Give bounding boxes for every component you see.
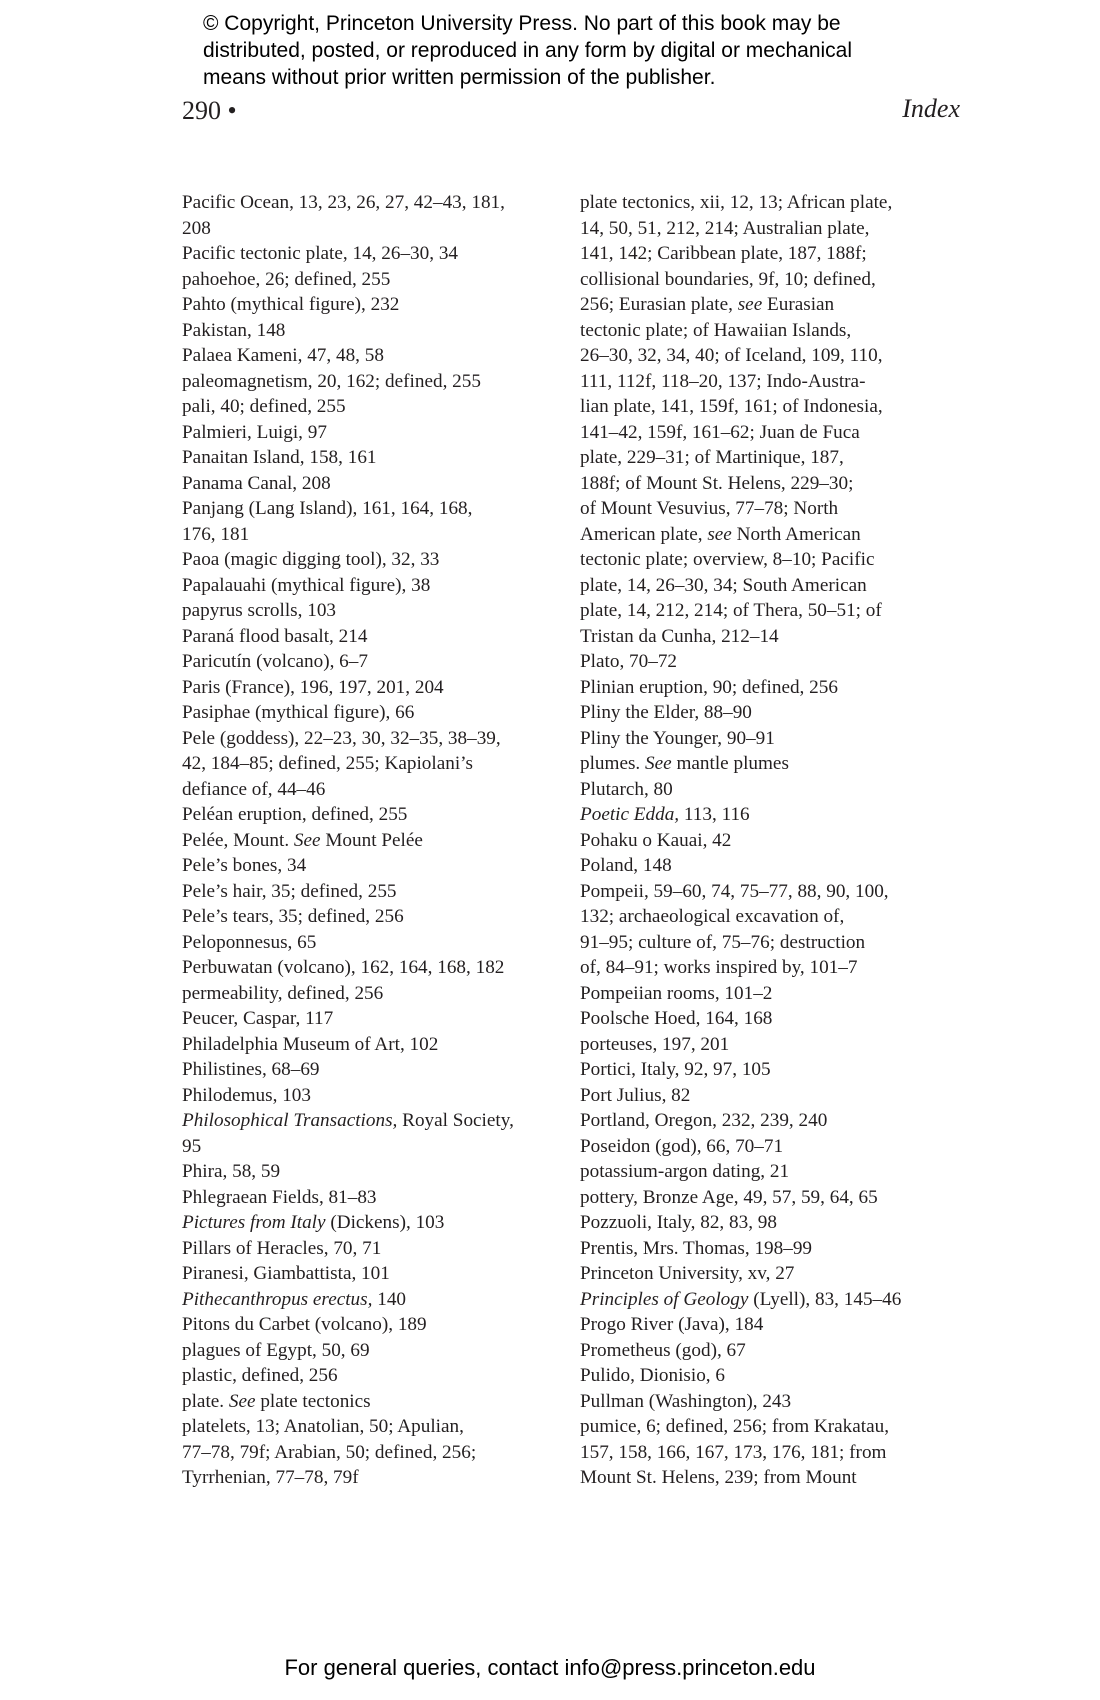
index-entry-line: Princeton University, xv, 27 — [580, 1263, 795, 1284]
index-entry-line: Pozzuoli, Italy, 82, 83, 98 — [580, 1212, 777, 1233]
index-entry-continuation: plate, 229–31; of Martinique, 187, — [580, 447, 844, 468]
index-entry-line: plagues of Egypt, 50, 69 — [182, 1339, 370, 1361]
index-entry-continuation: Tyrrhenian, 77–78, 79f — [182, 1467, 359, 1488]
index-entry — [182, 1210, 554, 1236]
index-entry — [182, 802, 554, 828]
index-entry-line: pahoehoe, 26; defined, 255 — [182, 268, 391, 290]
index-entry — [182, 675, 554, 701]
index-entry-line: pumice, 6; defined, 256; from Krakatau, — [580, 1416, 890, 1437]
index-entry — [182, 267, 554, 293]
index-entry-line: Plutarch, 80 — [580, 778, 673, 800]
index-entry-continuation: collisional boundaries, 9f, 10; defined, — [580, 268, 876, 290]
index-entry-continuation: of Mount Vesuvius, 77–78; North — [580, 498, 839, 519]
index-entry-line: potassium-argon dating, 21 — [580, 1161, 790, 1182]
index-entry-continuation: of, 84–91; works inspired by, 101–7 — [580, 957, 858, 978]
index-entry — [182, 1057, 554, 1083]
index-entry — [580, 1236, 958, 1262]
index-entry — [580, 1338, 958, 1364]
index-entry — [580, 802, 958, 828]
index-entry-line: porteuses, 197, 201 — [580, 1033, 730, 1055]
index-entry — [182, 292, 554, 318]
index-entry-continuation: 176, 181 — [182, 523, 250, 545]
index-entry — [182, 573, 554, 599]
index-entry-line: Pacific Ocean, 13, 23, 26, 27, 42–43, 181, — [182, 192, 505, 213]
index-entry — [580, 777, 958, 803]
index-entry-continuation: 14, 50, 51, 212, 214; Australian plate, — [580, 217, 870, 239]
index-entry — [182, 318, 554, 344]
index-entry — [580, 879, 958, 981]
index-entry-line: Peucer, Caspar, 117 — [182, 1008, 334, 1029]
index-entry-continuation: 42, 184–85; defined, 255; Kapiolani’s — [182, 753, 473, 774]
index-entry-line: platelets, 13; Anatolian, 50; Apulian, — [182, 1416, 464, 1437]
index-entry-continuation: 157, 158, 166, 167, 173, 176, 181; from — [580, 1441, 887, 1463]
index-entry-line: pali, 40; defined, 255 — [182, 396, 346, 417]
index-entry-line: Pictures from Italy (Dickens), 103 — [182, 1212, 445, 1233]
index-entry — [182, 1287, 554, 1313]
index-entry-line: Pithecanthropus erectus, 140 — [182, 1288, 406, 1310]
index-entry-line: pottery, Bronze Age, 49, 57, 59, 64, 65 — [580, 1186, 878, 1208]
index-entry-continuation: tectonic plate; of Hawaiian Islands, — [580, 319, 852, 341]
index-entry — [580, 1083, 958, 1109]
index-entry-line: Principles of Geology (Lyell), 83, 145–46 — [580, 1288, 902, 1310]
index-entry-line: Portici, Italy, 92, 97, 105 — [580, 1059, 771, 1080]
index-entry — [182, 624, 554, 650]
index-entry — [182, 420, 554, 446]
index-entry-continuation: plate, 14, 26–30, 34; South American — [580, 574, 867, 596]
index-entry-line: Panaitan Island, 158, 161 — [182, 447, 377, 468]
running-head: Index — [902, 94, 960, 123]
index-entry-line: Prometheus (god), 67 — [580, 1339, 746, 1361]
index-entry — [182, 394, 554, 420]
index-entry — [182, 726, 554, 803]
index-entry — [580, 726, 958, 752]
index-entry — [580, 828, 958, 854]
index-entry — [182, 547, 554, 573]
index-entry — [580, 1312, 958, 1338]
index-entry — [182, 190, 554, 241]
index-entry-line: Paris (France), 196, 197, 201, 204 — [182, 676, 444, 698]
index-entry — [182, 1338, 554, 1364]
index-entry — [580, 751, 958, 777]
index-entry-line: Pele (goddess), 22–23, 30, 32–35, 38–39, — [182, 727, 501, 749]
index-entry — [182, 496, 554, 547]
index-entry — [182, 981, 554, 1007]
index-entry-line: Poseidon (god), 66, 70–71 — [580, 1135, 784, 1157]
index-entry — [182, 700, 554, 726]
index-entry-line: Peloponnesus, 65 — [182, 931, 317, 953]
index-entry — [182, 1006, 554, 1032]
index-entry-line: Pasiphae (mythical figure), 66 — [182, 702, 415, 723]
index-entry — [580, 853, 958, 879]
index-entry-continuation: Mount St. Helens, 239; from Mount — [580, 1467, 857, 1488]
index-column-right — [580, 190, 958, 1491]
contact-footer: For general queries, contact info@press.princeton.edu — [284, 1655, 816, 1680]
copyright-notice — [203, 10, 1023, 91]
index-entry — [580, 1108, 958, 1134]
index-entry — [580, 1006, 958, 1032]
index-entry — [182, 1083, 554, 1109]
index-entry-continuation: American plate, see North American — [580, 523, 861, 545]
copyright-line: © Copyright, Princeton University Press. No part of this book may be — [203, 12, 841, 35]
index-entry — [182, 1159, 554, 1185]
index-entry — [580, 1287, 958, 1313]
index-entry — [182, 1389, 554, 1415]
index-entry — [580, 1389, 958, 1415]
index-entry-continuation: 208 — [182, 217, 211, 239]
index-entry — [182, 955, 554, 981]
index-entry — [580, 649, 958, 675]
index-entry — [182, 1363, 554, 1389]
index-entry-line: Pelée, Mount. See Mount Pelée — [182, 829, 423, 851]
index-entry — [182, 1236, 554, 1262]
index-entry-line: Poolsche Hoed, 164, 168 — [580, 1008, 773, 1029]
index-entry-line: Pliny the Younger, 90–91 — [580, 727, 775, 749]
index-entry-line: Pliny the Elder, 88–90 — [580, 702, 752, 723]
index-entry-line: Pele’s bones, 34 — [182, 855, 307, 876]
index-entry-line: Port Julius, 82 — [580, 1084, 691, 1106]
index-entry — [182, 649, 554, 675]
index-entry — [580, 1159, 958, 1185]
index-entry — [182, 369, 554, 395]
index-entry-line: Philodemus, 103 — [182, 1084, 311, 1106]
index-entry — [182, 828, 554, 854]
index-entry — [182, 1032, 554, 1058]
index-entry-line: Pitons du Carbet (volcano), 189 — [182, 1314, 427, 1335]
index-entry-continuation: 188f; of Mount St. Helens, 229–30; — [580, 472, 854, 494]
index-entry — [182, 343, 554, 369]
index-entry — [580, 1057, 958, 1083]
index-entry-line: Poland, 148 — [580, 855, 672, 876]
page-number: 290 • — [182, 96, 237, 125]
index-entry-line: Philosophical Transactions, Royal Society, — [182, 1110, 514, 1131]
index-entry — [182, 930, 554, 956]
index-entry — [182, 1414, 554, 1491]
index-entry-continuation: 111, 112f, 118–20, 137; Indo-Austra- — [580, 370, 866, 392]
index-entry-line: papyrus scrolls, 103 — [182, 600, 337, 621]
index-entry-line: Poetic Edda, 113, 116 — [580, 804, 750, 825]
index-entry-continuation: Tristan da Cunha, 212–14 — [580, 625, 779, 647]
index-entry-line: Pullman (Washington), 243 — [580, 1390, 792, 1412]
index-entry-line: Pompeii, 59–60, 74, 75–77, 88, 90, 100, — [580, 880, 889, 902]
index-entry-line: plastic, defined, 256 — [182, 1365, 338, 1386]
index-entry-continuation: 256; Eurasian plate, see Eurasian — [580, 294, 835, 315]
index-entry-line: Panama Canal, 208 — [182, 472, 331, 494]
index-entry — [580, 1210, 958, 1236]
index-entry — [580, 700, 958, 726]
index-entry — [182, 853, 554, 879]
index-entry-line: paleomagnetism, 20, 162; defined, 255 — [182, 370, 481, 392]
index-entry — [182, 904, 554, 930]
index-entry-continuation: 95 — [182, 1135, 202, 1157]
index-entry-continuation: 141–42, 159f, 161–62; Juan de Fuca — [580, 421, 860, 443]
index-entry-line: Phira, 58, 59 — [182, 1161, 281, 1182]
index-entry-continuation: 77–78, 79f; Arabian, 50; defined, 256; — [182, 1441, 477, 1463]
index-entry-line: Plinian eruption, 90; defined, 256 — [580, 676, 838, 698]
index-entry-line: Portland, Oregon, 232, 239, 240 — [580, 1110, 828, 1131]
index-entry-line: Pahto (mythical figure), 232 — [182, 294, 400, 315]
index-entry-line: Philadelphia Museum of Art, 102 — [182, 1033, 439, 1055]
index-entry-line: Papalauahi (mythical figure), 38 — [182, 574, 431, 596]
index-entry-continuation: plate, 14, 212, 214; of Thera, 50–51; of — [580, 600, 882, 621]
index-column-left — [182, 190, 554, 1491]
index-entry — [580, 1185, 958, 1211]
index-entry-line: Palaea Kameni, 47, 48, 58 — [182, 345, 384, 366]
index-entry — [182, 445, 554, 471]
index-entry — [182, 1185, 554, 1211]
index-entry-line: Piranesi, Giambattista, 101 — [182, 1263, 390, 1284]
index-entry — [580, 1363, 958, 1389]
index-entry — [580, 981, 958, 1007]
index-entry-continuation: tectonic plate; overview, 8–10; Pacific — [580, 549, 875, 570]
index-entry — [182, 598, 554, 624]
index-entry-line: Panjang (Lang Island), 161, 164, 168, — [182, 498, 473, 519]
index-entry-line: Plato, 70–72 — [580, 651, 678, 672]
index-entry-line: Perbuwatan (volcano), 162, 164, 168, 182 — [182, 957, 505, 978]
index-entry-line: Philistines, 68–69 — [182, 1059, 320, 1080]
index-entry — [580, 1414, 958, 1491]
index-entry — [182, 879, 554, 905]
index-entry-continuation: 26–30, 32, 34, 40; of Iceland, 109, 110, — [580, 345, 883, 366]
index-entry-line: Pulido, Dionisio, 6 — [580, 1365, 725, 1386]
index-entry — [580, 1032, 958, 1058]
copyright-line: means without prior written permission of the publisher. — [203, 66, 716, 89]
index-entry — [580, 1261, 958, 1287]
copyright-line: distributed, posted, or reproduced in any form by digital or mechanical — [203, 39, 853, 62]
index-entry-line: Paoa (magic digging tool), 32, 33 — [182, 549, 440, 570]
index-entry-line: Pompeiian rooms, 101–2 — [580, 982, 773, 1004]
index-entry-continuation: defiance of, 44–46 — [182, 778, 326, 800]
index-entry — [580, 190, 958, 649]
index-entry-continuation: 132; archaeological excavation of, — [580, 906, 845, 927]
index-entry-line: Pacific tectonic plate, 14, 26–30, 34 — [182, 243, 459, 264]
index-entry — [182, 1108, 554, 1159]
index-entry-line: Peléan eruption, defined, 255 — [182, 804, 408, 825]
index-entry-line: Prentis, Mrs. Thomas, 198–99 — [580, 1237, 813, 1259]
index-entry-line: Paraná flood basalt, 214 — [182, 625, 368, 647]
index-entry-line: Paricutín (volcano), 6–7 — [182, 651, 368, 672]
index-entry — [580, 1134, 958, 1160]
index-entry-line: Pillars of Heracles, 70, 71 — [182, 1237, 382, 1259]
index-entry — [182, 241, 554, 267]
index-entry-line: Pele’s hair, 35; defined, 255 — [182, 880, 397, 902]
index-entry-line: Progo River (Java), 184 — [580, 1314, 764, 1335]
index-entry-line: Pohaku o Kauai, 42 — [580, 829, 732, 851]
index-entry — [580, 675, 958, 701]
index-entry-continuation: 91–95; culture of, 75–76; destruction — [580, 931, 866, 953]
index-entry-line: permeability, defined, 256 — [182, 982, 384, 1004]
index-entry — [182, 1261, 554, 1287]
index-entry-line: Pele’s tears, 35; defined, 256 — [182, 906, 404, 927]
index-entry-continuation: lian plate, 141, 159f, 161; of Indonesia, — [580, 396, 883, 417]
index-entry-continuation: 141, 142; Caribbean plate, 187, 188f; — [580, 243, 867, 264]
index-entry — [182, 1312, 554, 1338]
index-entry-line: Phlegraean Fields, 81–83 — [182, 1186, 377, 1208]
index-entry-line: Palmieri, Luigi, 97 — [182, 421, 327, 443]
index-entry-line: plumes. See mantle plumes — [580, 753, 789, 774]
index-entry-line: Pakistan, 148 — [182, 319, 286, 341]
index-entry — [182, 471, 554, 497]
index-entry-line: plate tectonics, xii, 12, 13; African plate, — [580, 192, 893, 213]
index-entry-line: plate. See plate tectonics — [182, 1390, 371, 1412]
